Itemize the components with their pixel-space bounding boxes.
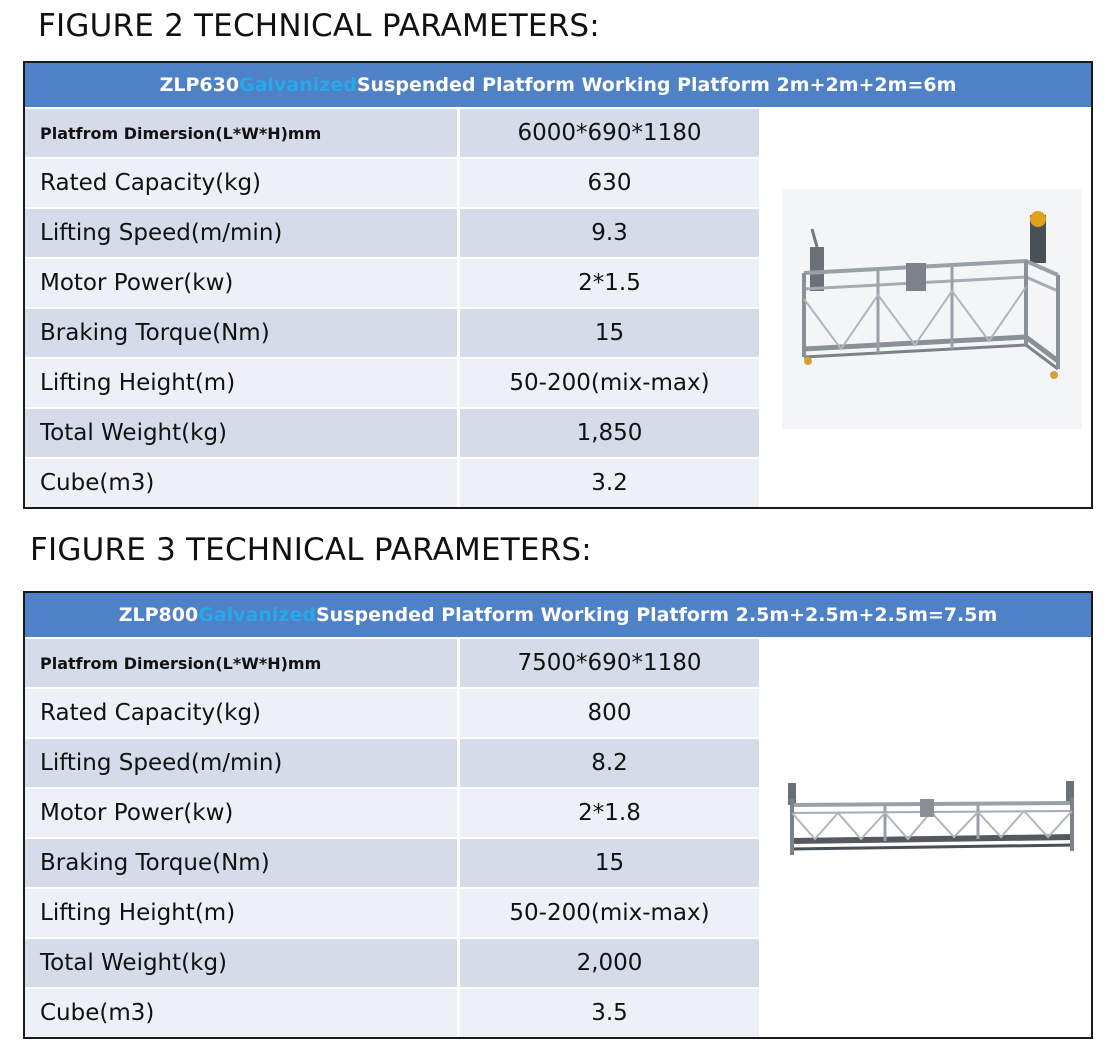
table-row — [25, 839, 762, 889]
param-value: 3.2 — [460, 459, 759, 507]
param-value: 15 — [460, 309, 759, 357]
zlp630-platform-image — [782, 189, 1082, 429]
table-row — [25, 159, 762, 209]
table-row — [25, 109, 762, 159]
param-label: Motor Power(kw) — [25, 789, 460, 837]
param-label: Lifting Height(m) — [25, 359, 460, 407]
table-row — [25, 889, 762, 939]
figure-3-table-header — [25, 593, 1091, 639]
param-label: Rated Capacity(kg) — [25, 159, 460, 207]
param-value: 2,000 — [460, 939, 759, 987]
figure-2-heading: FIGURE 2 TECHNICAL PARAMETERS: — [38, 8, 600, 44]
param-label: Platfrom Dimersion(L*W*H)mm — [25, 109, 460, 157]
table-row — [25, 789, 762, 839]
param-label: Cube(m3) — [25, 459, 460, 507]
param-value: 50-200(mix-max) — [460, 359, 759, 407]
param-value: 800 — [460, 689, 759, 737]
table-row — [25, 209, 762, 259]
table-row — [25, 409, 762, 459]
table-row — [25, 739, 762, 789]
figure-3-spec-table — [23, 591, 1093, 1039]
platform-photo — [762, 639, 1091, 1037]
table-row — [25, 989, 762, 1037]
zlp800-platform-image — [784, 779, 1080, 869]
param-label: Braking Torque(Nm) — [25, 839, 460, 887]
table-row — [25, 259, 762, 309]
platform-photo — [762, 109, 1091, 507]
model-name: ZLP800 — [118, 604, 199, 626]
param-label: Total Weight(kg) — [25, 409, 460, 457]
param-label: Lifting Speed(m/min) — [25, 739, 460, 787]
param-value: 9.3 — [460, 209, 759, 257]
table-row — [25, 359, 762, 409]
model-name: ZLP630 — [159, 74, 240, 96]
table-row — [25, 939, 762, 989]
param-value: 2*1.8 — [460, 789, 759, 837]
param-value: 15 — [460, 839, 759, 887]
param-label: Lifting Speed(m/min) — [25, 209, 460, 257]
param-value: 630 — [460, 159, 759, 207]
table-row — [25, 459, 762, 507]
param-value: 7500*690*1180 — [460, 639, 759, 687]
param-value: 3.5 — [460, 989, 759, 1037]
figure-2-spec-table — [23, 61, 1093, 509]
param-label: Braking Torque(Nm) — [25, 309, 460, 357]
param-label: Lifting Height(m) — [25, 889, 460, 937]
table-row — [25, 309, 762, 359]
param-value: 8.2 — [460, 739, 759, 787]
figure-2-table-header — [25, 63, 1091, 109]
figure-3-heading: FIGURE 3 TECHNICAL PARAMETERS: — [30, 532, 592, 568]
param-label: Total Weight(kg) — [25, 939, 460, 987]
galvanized-highlight: Galvanized — [239, 74, 357, 96]
param-value: 1,850 — [460, 409, 759, 457]
param-label: Motor Power(kw) — [25, 259, 460, 307]
param-value: 6000*690*1180 — [460, 109, 759, 157]
table-row — [25, 639, 762, 689]
header-description: Suspended Platform Working Platform 2.5m+2.5m+2.5m=7.5m — [315, 604, 998, 626]
param-label: Platfrom Dimersion(L*W*H)mm — [25, 639, 460, 687]
galvanized-highlight: Galvanized — [198, 604, 316, 626]
param-label: Rated Capacity(kg) — [25, 689, 460, 737]
param-label: Cube(m3) — [25, 989, 460, 1037]
header-description: Suspended Platform Working Platform 2m+2m+2m=6m — [356, 74, 957, 96]
table-row — [25, 689, 762, 739]
param-value: 50-200(mix-max) — [460, 889, 759, 937]
param-value: 2*1.5 — [460, 259, 759, 307]
